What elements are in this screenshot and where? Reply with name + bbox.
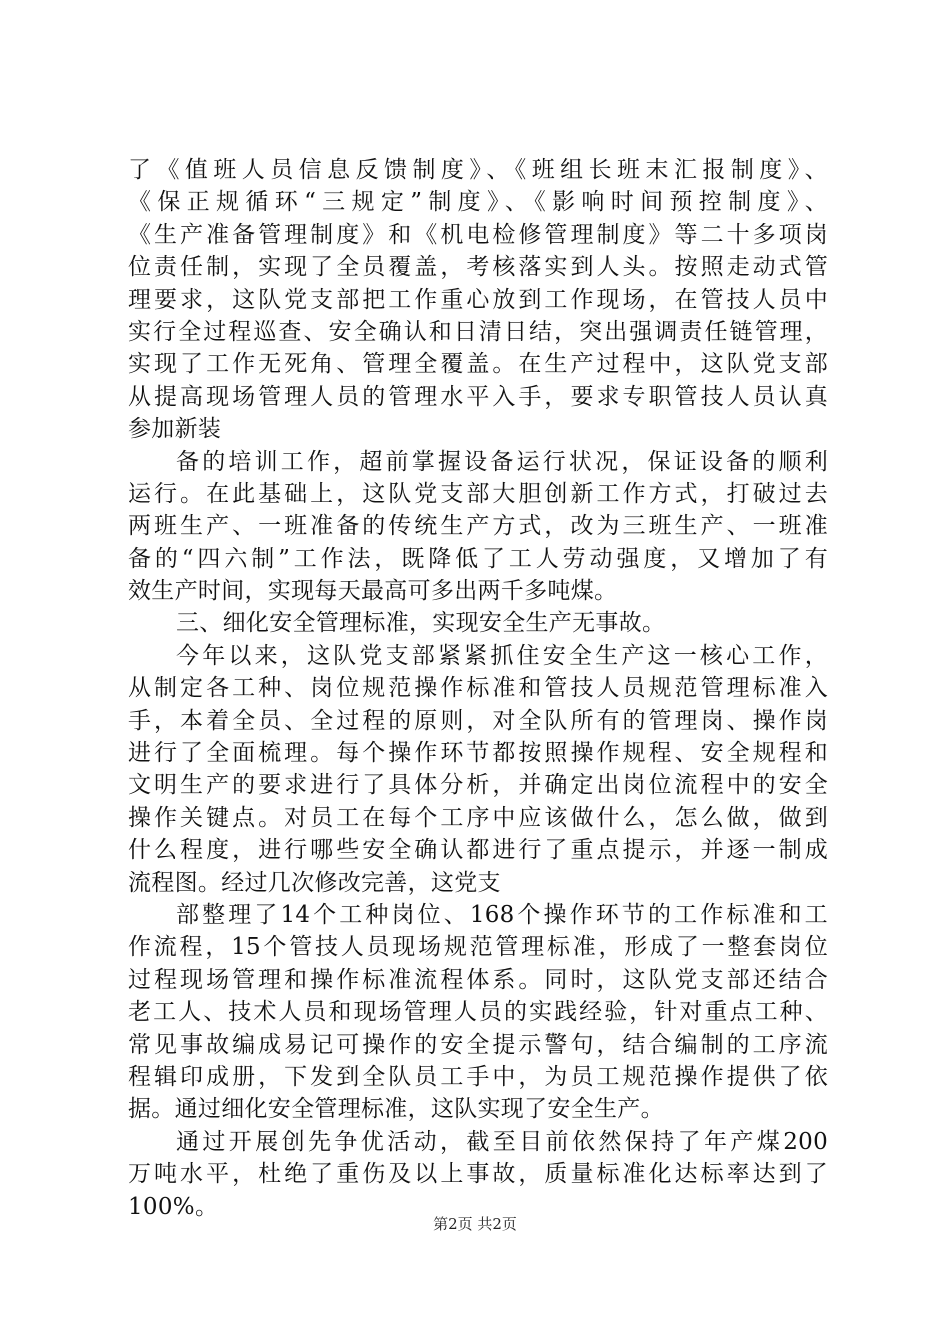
text-line: 运行。在此基础上，这队党支部大胆创新工作方式，打破过去 [128, 480, 828, 507]
text-line: 《生产准备管理制度》和《机电检修管理制度》等二十多项岗 [128, 221, 828, 248]
text-line: 进行了全面梳理。每个操作环节都按照操作规程、安全规程和 [128, 740, 828, 767]
text-line: 常见事故编成易记可操作的安全提示警句，结合编制的工序流 [128, 1031, 828, 1058]
text-line: 过程现场管理和操作标准流程体系。同时，这队党支部还结合 [128, 966, 828, 993]
text-line: 据。通过细化安全管理标准，这队实现了安全生产。 [128, 1096, 664, 1123]
text-line: 了《值班人员信息反馈制度》、《班组长班末汇报制度》、 [128, 157, 828, 183]
text-line: 手，本着全员、全过程的原则，对全队所有的管理岗、操作岗 [128, 707, 828, 734]
text-line: 备的“四六制”工作法，既降低了工人劳动强度，又增加了有 [128, 545, 828, 572]
document-body [128, 154, 828, 1223]
text-line: 100%。 [128, 1193, 219, 1220]
text-line: 什么程度，进行哪些安全确认都进行了重点提示，并逐一制成 [128, 837, 828, 864]
text-line: 老工人、技术人员和现场管理人员的实践经验，针对重点工种、 [128, 999, 828, 1026]
text-line: 操作关键点。对员工在每个工序中应该做什么，怎么做，做到 [128, 804, 828, 831]
paragraph-first-line: 今年以来，这队党支部紧紧抓住安全生产这一核心工作， [176, 642, 828, 669]
paragraph-first-line: 部整理了14个工种岗位、168个操作环节的工作标准和工 [176, 901, 828, 928]
text-line: 实行全过程巡查、安全确认和日清日结，突出强调责任链管理， [128, 318, 828, 345]
text-line: 位责任制，实现了全员覆盖，考核落实到人头。按照走动式管 [128, 254, 828, 281]
paragraph-first-line: 通过开展创先争优活动，截至目前依然保持了年产煤200 [176, 1128, 828, 1155]
text-line: 程辑印成册，下发到全队员工手中，为员工规范操作提供了依 [128, 1063, 828, 1090]
text-line: 流程图。经过几次修改完善，这党支 [128, 869, 501, 896]
text-line: 万吨水平，杜绝了重伤及以上事故，质量标准化达标率达到了 [128, 1161, 828, 1188]
paragraph-first-line: 备的培训工作，超前掌握设备运行状况，保证设备的顺利 [176, 448, 828, 475]
text-line: 效生产时间，实现每天最高可多出两千多吨煤。 [128, 578, 618, 605]
text-line: 《保正规循环“三规定”制度》、《影响时间预控制度》、 [128, 189, 828, 216]
page-footer [0, 1214, 950, 1234]
text-line: 理要求，这队党支部把工作重心放到工作现场，在管技人员中 [128, 286, 828, 313]
section-heading: 三、细化安全管理标准，实现安全生产无事故。 [176, 610, 666, 637]
text-line: 作流程，15个管技人员现场规范管理标准，形成了一整套岗位 [128, 934, 828, 961]
text-line: 参加新装 [128, 416, 222, 443]
text-line: 文明生产的要求进行了具体分析，并确定出岗位流程中的安全 [128, 772, 828, 799]
text-line: 从制定各工种、岗位规范操作标准和管技人员规范管理标准入 [128, 675, 828, 702]
text-line: 两班生产、一班准备的传统生产方式，改为三班生产、一班准 [128, 513, 828, 540]
page-number: 第2页 共2页 [433, 1215, 517, 1233]
text-line: 实现了工作无死角、管理全覆盖。在生产过程中，这队党支部 [128, 351, 828, 378]
text-line: 从提高现场管理人员的管理水平入手，要求专职管技人员认真 [128, 383, 828, 410]
